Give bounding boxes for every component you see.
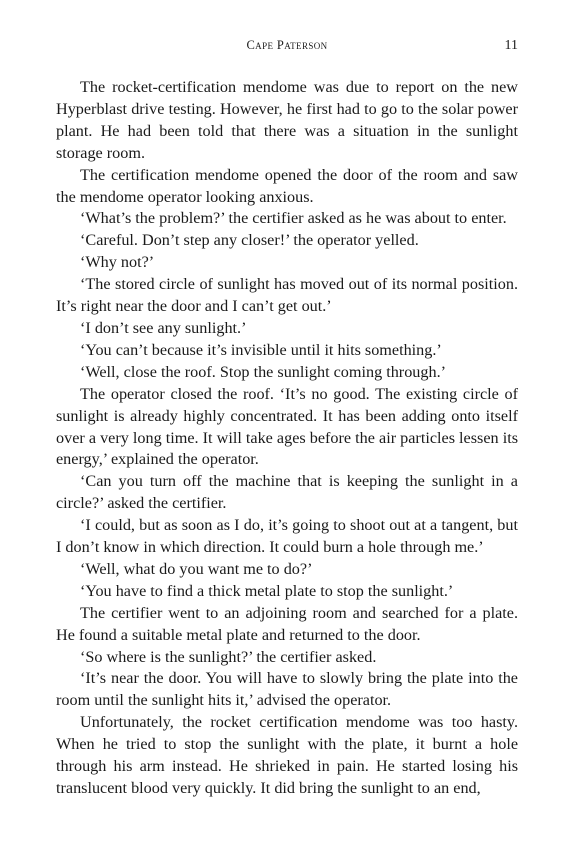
paragraph: ‘Can you turn off the machine that is keeping the sunlight in a circle?’ asked the certifier.: [56, 472, 518, 513]
running-title: Cape Paterson: [246, 38, 328, 52]
paragraph: ‘I could, but as soon as I do, it’s going to shoot out at a tangent, but I don’t know in which direction. It could burn a hole through me.’: [56, 516, 518, 557]
paragraph: The certifier went to an adjoining room and searched for a plate. He found a suitable metal plate and returned to the door.: [56, 603, 518, 644]
paragraph: ‘The stored circle of sunlight has moved out of its normal position. It’s right near the door and I can’t get out.’: [56, 275, 518, 316]
paragraph: ‘What’s the problem?’ the certifier asked as he was about to enter.: [80, 209, 507, 228]
body-text: [56, 77, 518, 800]
paragraph: ‘Well, close the roof. Stop the sunlight coming through.’: [80, 362, 447, 381]
paragraph: ‘Careful. Don’t step any closer!’ the operator yelled.: [80, 231, 419, 250]
paragraph: ‘You have to find a thick metal plate to stop the sunlight.’: [80, 581, 454, 600]
paragraph: The certification mendome opened the door of the room and saw the mendome operator looking anxious.: [56, 165, 518, 206]
running-head: [56, 38, 518, 56]
paragraph: The operator closed the roof. ‘It’s no good. The existing circle of sunlight is already highly concentrated. It has been adding onto itself over a very long time. It will take ages before the air particles lessen its energy,’ explained the operator.: [56, 384, 518, 469]
paragraph: ‘It’s near the door. You will have to slowly bring the plate into the room until the sunlight hits it,’ advised the operator.: [56, 669, 518, 710]
paragraph: ‘So where is the sunlight?’ the certifier asked.: [80, 647, 377, 666]
paragraph: ‘Why not?’: [80, 253, 155, 272]
paragraph: ‘You can’t because it’s invisible until it hits something.’: [80, 340, 442, 359]
page-number: 11: [504, 38, 518, 53]
paragraph: Unfortunately, the rocket certification mendome was too hasty. When he tried to stop the sunlight with the plate, it burnt a hole through his arm instead. He shrieked in pain. He started losing his translucent blood very quickly. It did bring the sunlight to an end,: [56, 713, 518, 797]
paragraph: The rocket-certification mendome was due to report on the new Hyperblast drive testing. However, he first had to go to the solar power plant. He had been told that there was a situation in the sunlight storage room.: [56, 78, 518, 162]
paragraph: ‘Well, what do you want me to do?’: [80, 559, 313, 578]
paragraph: ‘I don’t see any sunlight.’: [80, 318, 247, 337]
